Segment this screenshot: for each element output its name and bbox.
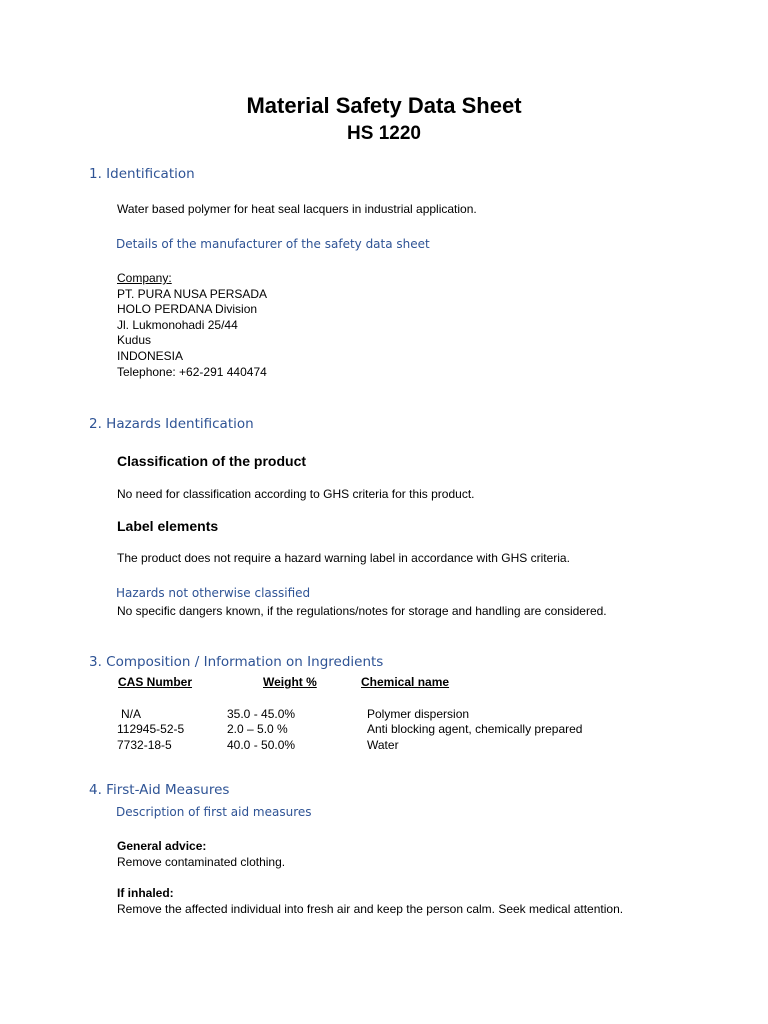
general-advice-text: Remove contaminated clothing. — [117, 855, 286, 869]
table-cell-weight: 40.0 - 50.0% — [227, 738, 296, 752]
table-cell-chemical: Anti blocking agent, chemically prepared — [367, 722, 583, 736]
classification-heading: Classification of the product — [117, 453, 307, 469]
company-label: Company: — [117, 271, 172, 285]
if-inhaled-text: Remove the affected individual into fresh air and keep the person calm. Seek medical attention. — [117, 902, 624, 916]
label-elements-text: The product does not require a hazard warning label in accordance with GHS criteria. — [117, 551, 570, 565]
subheading-manufacturer-details: Details of the manufacturer of the safety data sheet — [116, 237, 430, 251]
company-telephone: Telephone: +62-291 440474 — [117, 365, 267, 379]
first-aid-subheading: Description of first aid measures — [116, 805, 312, 819]
company-line: PT. PURA NUSA PERSADA — [117, 287, 268, 301]
table-cell-cas: 112945-52-5 — [117, 722, 185, 736]
company-line: HOLO PERDANA Division — [117, 302, 258, 316]
company-line: Jl. Lukmonohadi 25/44 — [117, 318, 238, 332]
section-heading-composition: 3. Composition / Information on Ingredients — [89, 654, 384, 670]
hazards-not-classified-text: No specific dangers known, if the regulations/notes for storage and handling are considered. — [117, 604, 607, 618]
document-title: Material Safety Data Sheet — [246, 93, 522, 118]
if-inhaled-label: If inhaled: — [117, 886, 174, 900]
section-heading-hazards: 2. Hazards Identification — [89, 416, 254, 432]
column-header-chemical-name: Chemical name — [361, 675, 450, 689]
general-advice-label: General advice: — [117, 839, 207, 853]
section-heading-identification: 1. Identification — [89, 166, 195, 182]
table-cell-weight: 35.0 - 45.0% — [227, 707, 296, 721]
company-line: INDONESIA — [117, 349, 184, 363]
company-line: Kudus — [117, 333, 152, 347]
section-heading-first-aid: 4. First-Aid Measures — [89, 782, 230, 798]
product-description: Water based polymer for heat seal lacquers in industrial application. — [117, 202, 477, 216]
column-header-cas-number: CAS Number — [118, 675, 193, 689]
hazards-not-classified-heading: Hazards not otherwise classified — [116, 586, 311, 600]
table-cell-chemical: Polymer dispersion — [367, 707, 470, 721]
document-subtitle: HS 1220 — [347, 123, 421, 144]
table-cell-weight: 2.0 – 5.0 % — [227, 722, 288, 736]
column-header-weight: Weight % — [263, 675, 317, 689]
table-cell-chemical: Water — [367, 738, 399, 752]
table-cell-cas: N/A — [121, 707, 142, 721]
label-elements-heading: Label elements — [117, 518, 219, 534]
classification-text: No need for classification according to GHS criteria for this product. — [117, 487, 475, 501]
table-cell-cas: 7732-18-5 — [117, 738, 172, 752]
